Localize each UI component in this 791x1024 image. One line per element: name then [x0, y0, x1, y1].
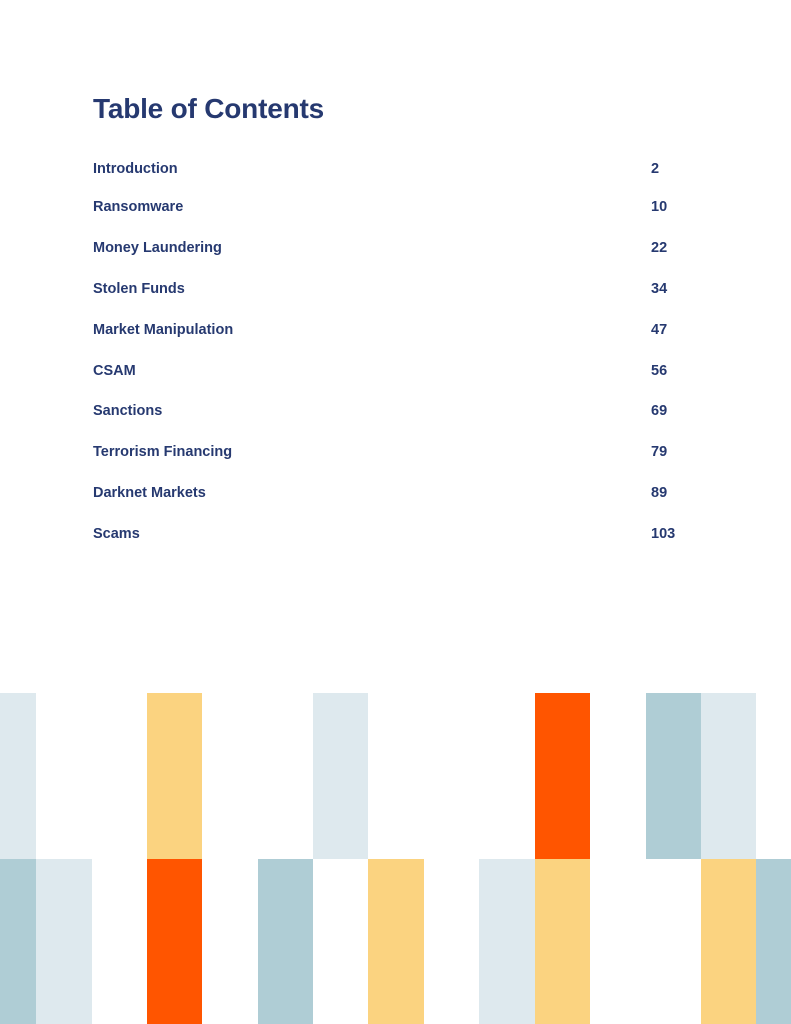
- toc-entry-label: Scams: [93, 526, 140, 542]
- toc-entry[interactable]: [93, 240, 713, 260]
- toc-entry[interactable]: [93, 444, 713, 464]
- light-blue-block: [701, 693, 756, 859]
- toc-entry-label: Terrorism Financing: [93, 444, 233, 460]
- toc-entry-label: CSAM: [93, 363, 136, 379]
- toc-entry-page: 47: [651, 322, 668, 338]
- light-blue-block: [36, 859, 92, 1024]
- toc-entry[interactable]: [93, 403, 713, 423]
- toc-entry[interactable]: [93, 526, 713, 546]
- steel-blue-block: [756, 859, 791, 1024]
- toc-entry-label: Ransomware: [93, 199, 184, 215]
- toc-entry-page: 79: [651, 444, 668, 460]
- toc-entry-page: 103: [651, 526, 676, 542]
- toc-entry-label: Darknet Markets: [93, 485, 206, 501]
- toc-entry-page: 10: [651, 199, 668, 215]
- orange-block: [147, 859, 202, 1024]
- light-blue-block: [313, 693, 368, 859]
- steel-blue-block: [646, 693, 701, 859]
- toc-entry[interactable]: [93, 199, 713, 219]
- toc-entry-label: Money Laundering: [93, 240, 222, 256]
- toc-entry-label: Sanctions: [93, 403, 163, 419]
- light-blue-block: [0, 693, 36, 859]
- toc-entry[interactable]: [93, 363, 713, 383]
- yellow-block: [147, 693, 202, 859]
- toc-entry-label: Market Manipulation: [93, 322, 234, 338]
- toc-entry-page: 2: [651, 161, 660, 177]
- toc-entry[interactable]: [93, 281, 713, 301]
- toc-entry[interactable]: [93, 161, 713, 181]
- yellow-block: [535, 859, 590, 1024]
- yellow-block: [701, 859, 756, 1024]
- toc-entry-page: 56: [651, 363, 668, 379]
- steel-blue-block: [258, 859, 313, 1024]
- toc-entry-page: 22: [651, 240, 668, 256]
- toc-entry-page: 69: [651, 403, 668, 419]
- toc-entry[interactable]: [93, 322, 713, 342]
- toc-entry-label: Introduction: [93, 161, 178, 177]
- toc-entry-label: Stolen Funds: [93, 281, 185, 297]
- steel-blue-block: [0, 859, 36, 1024]
- toc-entry-page: 34: [651, 281, 668, 297]
- orange-block: [535, 693, 590, 859]
- page-title: Table of Contents: [93, 93, 324, 124]
- yellow-block: [368, 859, 424, 1024]
- toc-entry[interactable]: [93, 485, 713, 505]
- light-blue-block: [479, 859, 535, 1024]
- toc-entry-page: 89: [651, 485, 668, 501]
